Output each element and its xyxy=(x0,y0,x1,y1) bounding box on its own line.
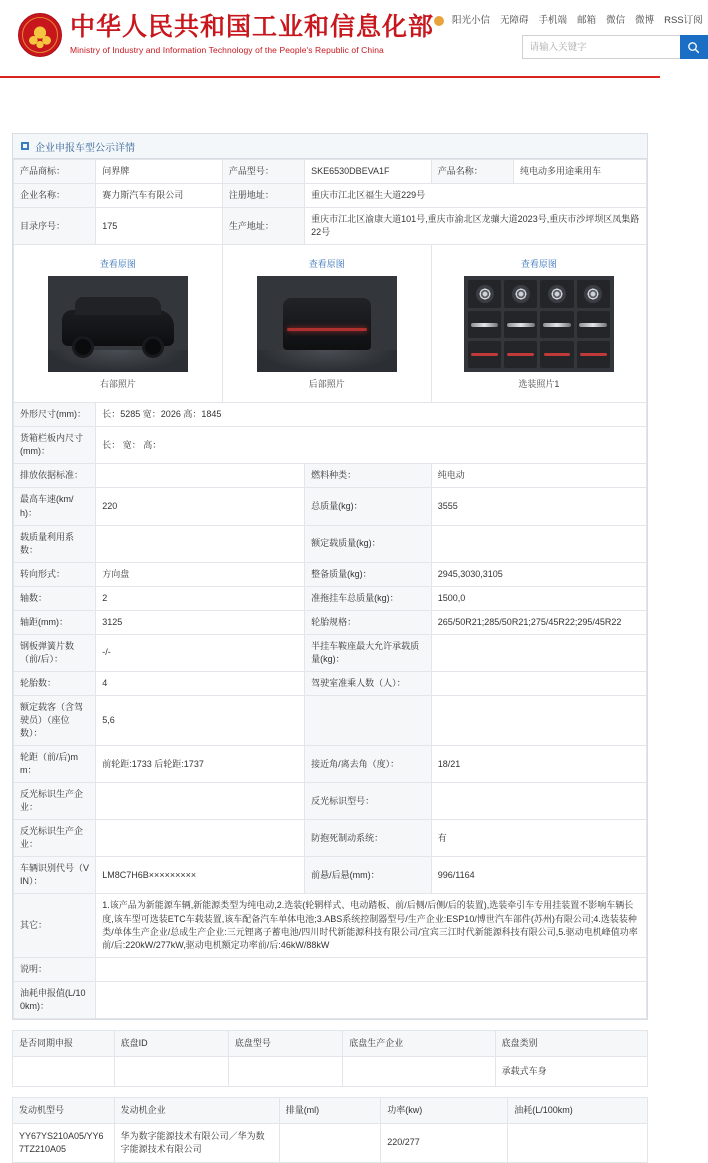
spec-label-8: 钢板弹簧片数（前/后）： xyxy=(14,634,96,671)
spec-value-5b: 2945,3030,3105 xyxy=(431,562,646,586)
spec-label-14: 车辆识别代号（VIN）： xyxy=(14,857,96,894)
spec-label-13: 反光标识生产企业： xyxy=(14,820,96,857)
spec-value-12b xyxy=(431,783,646,820)
section-gap-2 xyxy=(0,1087,660,1097)
header-right xyxy=(434,12,708,59)
table-row xyxy=(14,746,647,783)
reg-address-value: 重庆市江北区福生大道229号 xyxy=(305,184,647,208)
vehicle-photo-side[interactable] xyxy=(48,276,188,372)
square-bullet-icon xyxy=(21,142,29,150)
table-row xyxy=(14,857,647,894)
top-link-wechat[interactable]: 微信 xyxy=(606,15,626,26)
table-row xyxy=(14,525,647,562)
table-row xyxy=(14,634,647,671)
fuel-consumption-value xyxy=(96,981,647,1018)
spec-value-14: LM8C7H6B××××××××× xyxy=(96,857,305,894)
top-link-mobile[interactable]: 手机端 xyxy=(538,15,568,26)
chassis-header-row xyxy=(13,1030,648,1056)
engine-col-4: 油耗(L/100km) xyxy=(508,1097,648,1123)
prod-address-value: 重庆市江北区渝康大道101号,重庆市渝北区龙骧大道2023号,重庆市沙坪坝区凤集路22号 xyxy=(305,208,647,245)
chassis-section xyxy=(12,1030,648,1087)
other-label: 其它： xyxy=(14,894,96,957)
spec-value-5: 方向盘 xyxy=(96,562,305,586)
spec-label-6: 轴数： xyxy=(14,586,96,610)
spec-label-2b: 燃料种类： xyxy=(305,464,432,488)
table-row xyxy=(14,783,647,820)
spec-value-11b: 18/21 xyxy=(431,746,646,783)
reg-address-label: 注册地址： xyxy=(222,184,304,208)
spec-label-3b: 总质量(kg)： xyxy=(305,488,432,525)
spec-value-13 xyxy=(96,820,305,857)
spec-label-7: 轴距(mm)： xyxy=(14,610,96,634)
view-original-link-side[interactable]: 查看原图 xyxy=(99,259,136,270)
spec-value-8b xyxy=(431,634,646,671)
chassis-col-1: 底盘ID xyxy=(114,1030,228,1056)
spec-value-14b: 996/1164 xyxy=(431,857,646,894)
site-title-en: Ministry of Industry and Information Technology of the People's Republic of China xyxy=(70,45,384,55)
page-spacer xyxy=(0,81,660,133)
site-header xyxy=(0,0,703,78)
spec-label-6b: 准拖挂车总质量(kg)： xyxy=(305,586,432,610)
spec-label-5: 转向形式： xyxy=(14,562,96,586)
spec-label-14b: 前悬/后悬(mm)： xyxy=(305,857,432,894)
engine-cell-0-1: 华为数字能源技术有限公司／华为数字能源技术有限公司 xyxy=(114,1123,279,1162)
spec-label-12b: 反光标识型号： xyxy=(305,783,432,820)
engine-col-3: 功率(kw) xyxy=(381,1097,508,1123)
engine-col-1: 发动机企业 xyxy=(114,1097,279,1123)
site-title-block xyxy=(70,14,434,55)
table-row xyxy=(14,610,647,634)
engine-cell-0-2 xyxy=(279,1123,381,1162)
spec-value-0: 长：5285 宽：2026 高：1845 xyxy=(96,403,647,427)
spec-value-10: 5,6 xyxy=(96,695,305,745)
search-bar xyxy=(434,35,708,59)
brand-value: 问界牌 xyxy=(96,160,223,184)
spec-value-3b: 3555 xyxy=(431,488,646,525)
table-row xyxy=(14,957,647,981)
spec-label-11b: 接近角/离去角（度）： xyxy=(305,746,432,783)
table-row xyxy=(14,981,647,1018)
spec-label-3: 最高车速(km/h)： xyxy=(14,488,96,525)
chassis-cell-0-4: 承载式车身 xyxy=(495,1056,647,1086)
note-label: 说明： xyxy=(14,957,96,981)
spec-value-6: 2 xyxy=(96,586,305,610)
table-row xyxy=(14,427,647,464)
view-original-link-options[interactable]: 查看原图 xyxy=(520,259,557,270)
chassis-cell-0-2 xyxy=(228,1056,342,1086)
engine-col-2: 排量(ml) xyxy=(279,1097,381,1123)
enterprise-label: 企业名称： xyxy=(14,184,96,208)
search-input[interactable] xyxy=(522,35,680,59)
spec-value-6b: 1500,0 xyxy=(431,586,646,610)
fuel-consumption-label: 油耗申报值(L/100km)： xyxy=(14,981,96,1018)
chassis-cell-0-3 xyxy=(343,1056,495,1086)
product-name-value: 纯电动多用途乘用车 xyxy=(514,160,647,184)
table-row xyxy=(14,562,647,586)
national-emblem-icon xyxy=(18,13,62,57)
spec-value-13b: 有 xyxy=(431,820,646,857)
panel-title: 企业申报车型公示详情 xyxy=(35,142,135,154)
engine-cell-0-3: 220/277 xyxy=(381,1123,508,1162)
spec-value-2b: 纯电动 xyxy=(431,464,646,488)
brand-label: 产品商标： xyxy=(14,160,96,184)
spec-label-10: 额定载客（含驾驶员）（座位数）： xyxy=(14,695,96,745)
spec-label-0: 外形尺寸(mm)： xyxy=(14,403,96,427)
photo-caption-side: 右部照片 xyxy=(99,379,136,390)
table-row xyxy=(13,1123,648,1162)
site-title-cn: 中华人民共和国工业和信息化部 xyxy=(70,14,435,41)
spec-label-7b: 轮胎规格： xyxy=(305,610,432,634)
prod-address-label: 生产地址： xyxy=(222,208,304,245)
spec-label-8b: 半挂车鞍座最大允许承载质量(kg)： xyxy=(305,634,432,671)
panel-header xyxy=(13,134,647,159)
photo-cell-side xyxy=(14,245,223,403)
spec-label-5b: 整备质量(kg)： xyxy=(305,562,432,586)
spec-value-9: 4 xyxy=(96,671,305,695)
chassis-col-3: 底盘生产企业 xyxy=(343,1030,495,1056)
vehicle-detail-panel xyxy=(12,133,648,1020)
table-row xyxy=(14,695,647,745)
table-row xyxy=(14,586,647,610)
spec-value-12 xyxy=(96,783,305,820)
spec-label-9: 轮胎数： xyxy=(14,671,96,695)
top-link-yangguangxiaoxin[interactable]: 阳光小信 xyxy=(452,15,491,26)
chassis-cell-0-0 xyxy=(13,1056,115,1086)
catalog-no-value: 175 xyxy=(96,208,223,245)
search-button[interactable] xyxy=(680,35,708,59)
top-link-accessibility[interactable]: 无障碍 xyxy=(500,15,529,26)
enterprise-value: 赛力斯汽车有限公司 xyxy=(96,184,223,208)
top-link-mail[interactable]: 邮箱 xyxy=(577,15,597,26)
spec-value-7b: 265/50R21;285/50R21;275/45R22;295/45R22 xyxy=(431,610,646,634)
spec-label-11: 轮距（前/后)mm： xyxy=(14,746,96,783)
model-value: SKE6530DBEVA1F xyxy=(305,160,432,184)
top-link-rss[interactable]: RSS订阅 xyxy=(664,15,703,26)
photo-cell-options xyxy=(431,245,646,403)
top-link-weibo[interactable]: 微博 xyxy=(635,15,655,26)
table-row xyxy=(14,403,647,427)
spec-value-8: -/- xyxy=(96,634,305,671)
table-row xyxy=(13,1056,648,1086)
spec-label-12: 反光标识生产企业： xyxy=(14,783,96,820)
spec-value-11: 前轮距:1733 后轮距:1737 xyxy=(96,746,305,783)
photo-caption-rear: 后部照片 xyxy=(308,379,345,390)
catalog-no-label: 目录序号： xyxy=(14,208,96,245)
spec-value-4 xyxy=(96,525,305,562)
section-gap xyxy=(0,1020,660,1030)
spec-label-1: 货箱栏板内尺寸(mm)： xyxy=(14,427,96,464)
vehicle-photo-rear[interactable] xyxy=(257,276,397,372)
spec-label-4: 载质量利用系数： xyxy=(14,525,96,562)
spec-value-9b xyxy=(431,671,646,695)
table-row xyxy=(14,184,647,208)
photo-caption-options: 选装照片1 xyxy=(518,379,560,390)
other-value: 1.该产品为新能源车辆,新能源类型为纯电动,2.选装(轮辋样式、电动踏板、前/后侧/后侧/后的装置),选装牵引车专用挂装置不影响车辆长度,该车型可选装ETC车载装置,该车配备汽车单体电池;3.ABS系统控制器型号/生产企业:ESP10/博世汽车部件(苏州)有限公司;4.选装装种类/单体生产企业/总成生产企业:三元锂离子蓄电池/四川时代新能源科技有限公司/宜宾三江时代新能源科技有限公司,5.驱动电机峰值功率前/后:220kW/277kW,驱动电机额定功率前/后:46kW/88kW xyxy=(96,894,647,957)
chassis-col-4: 底盘类别 xyxy=(495,1030,647,1056)
spec-value-2 xyxy=(96,464,305,488)
table-row xyxy=(14,160,647,184)
chassis-col-2: 底盘型号 xyxy=(228,1030,342,1056)
spec-label-4b: 额定载质量(kg)： xyxy=(305,525,432,562)
spec-value-10b xyxy=(431,695,646,745)
note-value xyxy=(96,957,647,981)
table-row xyxy=(14,894,647,957)
table-row xyxy=(14,671,647,695)
spec-value-7: 3125 xyxy=(96,610,305,634)
photo-cell-rear xyxy=(222,245,431,403)
engine-table xyxy=(12,1097,648,1163)
spec-label-9b: 驾驶室准乘人数（人）： xyxy=(305,671,432,695)
engine-cell-0-4 xyxy=(508,1123,648,1162)
chassis-table xyxy=(12,1030,648,1087)
table-row xyxy=(14,488,647,525)
model-label: 产品型号： xyxy=(222,160,304,184)
spec-label-13b: 防抱死制动系统： xyxy=(305,820,432,857)
basic-info-table xyxy=(13,159,647,1019)
search-icon xyxy=(687,41,700,54)
vehicle-photo-options[interactable] xyxy=(464,276,614,372)
spec-value-1: 长： 宽： 高： xyxy=(96,427,647,464)
spec-label-2: 排放依据标准： xyxy=(14,464,96,488)
chassis-col-0: 是否同期申报 xyxy=(13,1030,115,1056)
product-name-label: 产品名称： xyxy=(431,160,513,184)
spec-value-3: 220 xyxy=(96,488,305,525)
engine-cell-0-0: YY67YS210A05/YY67TZ210A05 xyxy=(13,1123,115,1162)
chassis-cell-0-1 xyxy=(114,1056,228,1086)
spec-label-10b xyxy=(305,695,432,745)
photo-row xyxy=(14,245,647,403)
top-links xyxy=(434,12,708,26)
engine-section xyxy=(12,1097,648,1163)
spec-value-4b xyxy=(431,525,646,562)
sun-icon xyxy=(434,16,444,26)
table-row xyxy=(14,464,647,488)
engine-col-0: 发动机型号 xyxy=(13,1097,115,1123)
table-row xyxy=(14,820,647,857)
view-original-link-rear[interactable]: 查看原图 xyxy=(308,259,345,270)
table-row xyxy=(14,208,647,245)
engine-header-row xyxy=(13,1097,648,1123)
